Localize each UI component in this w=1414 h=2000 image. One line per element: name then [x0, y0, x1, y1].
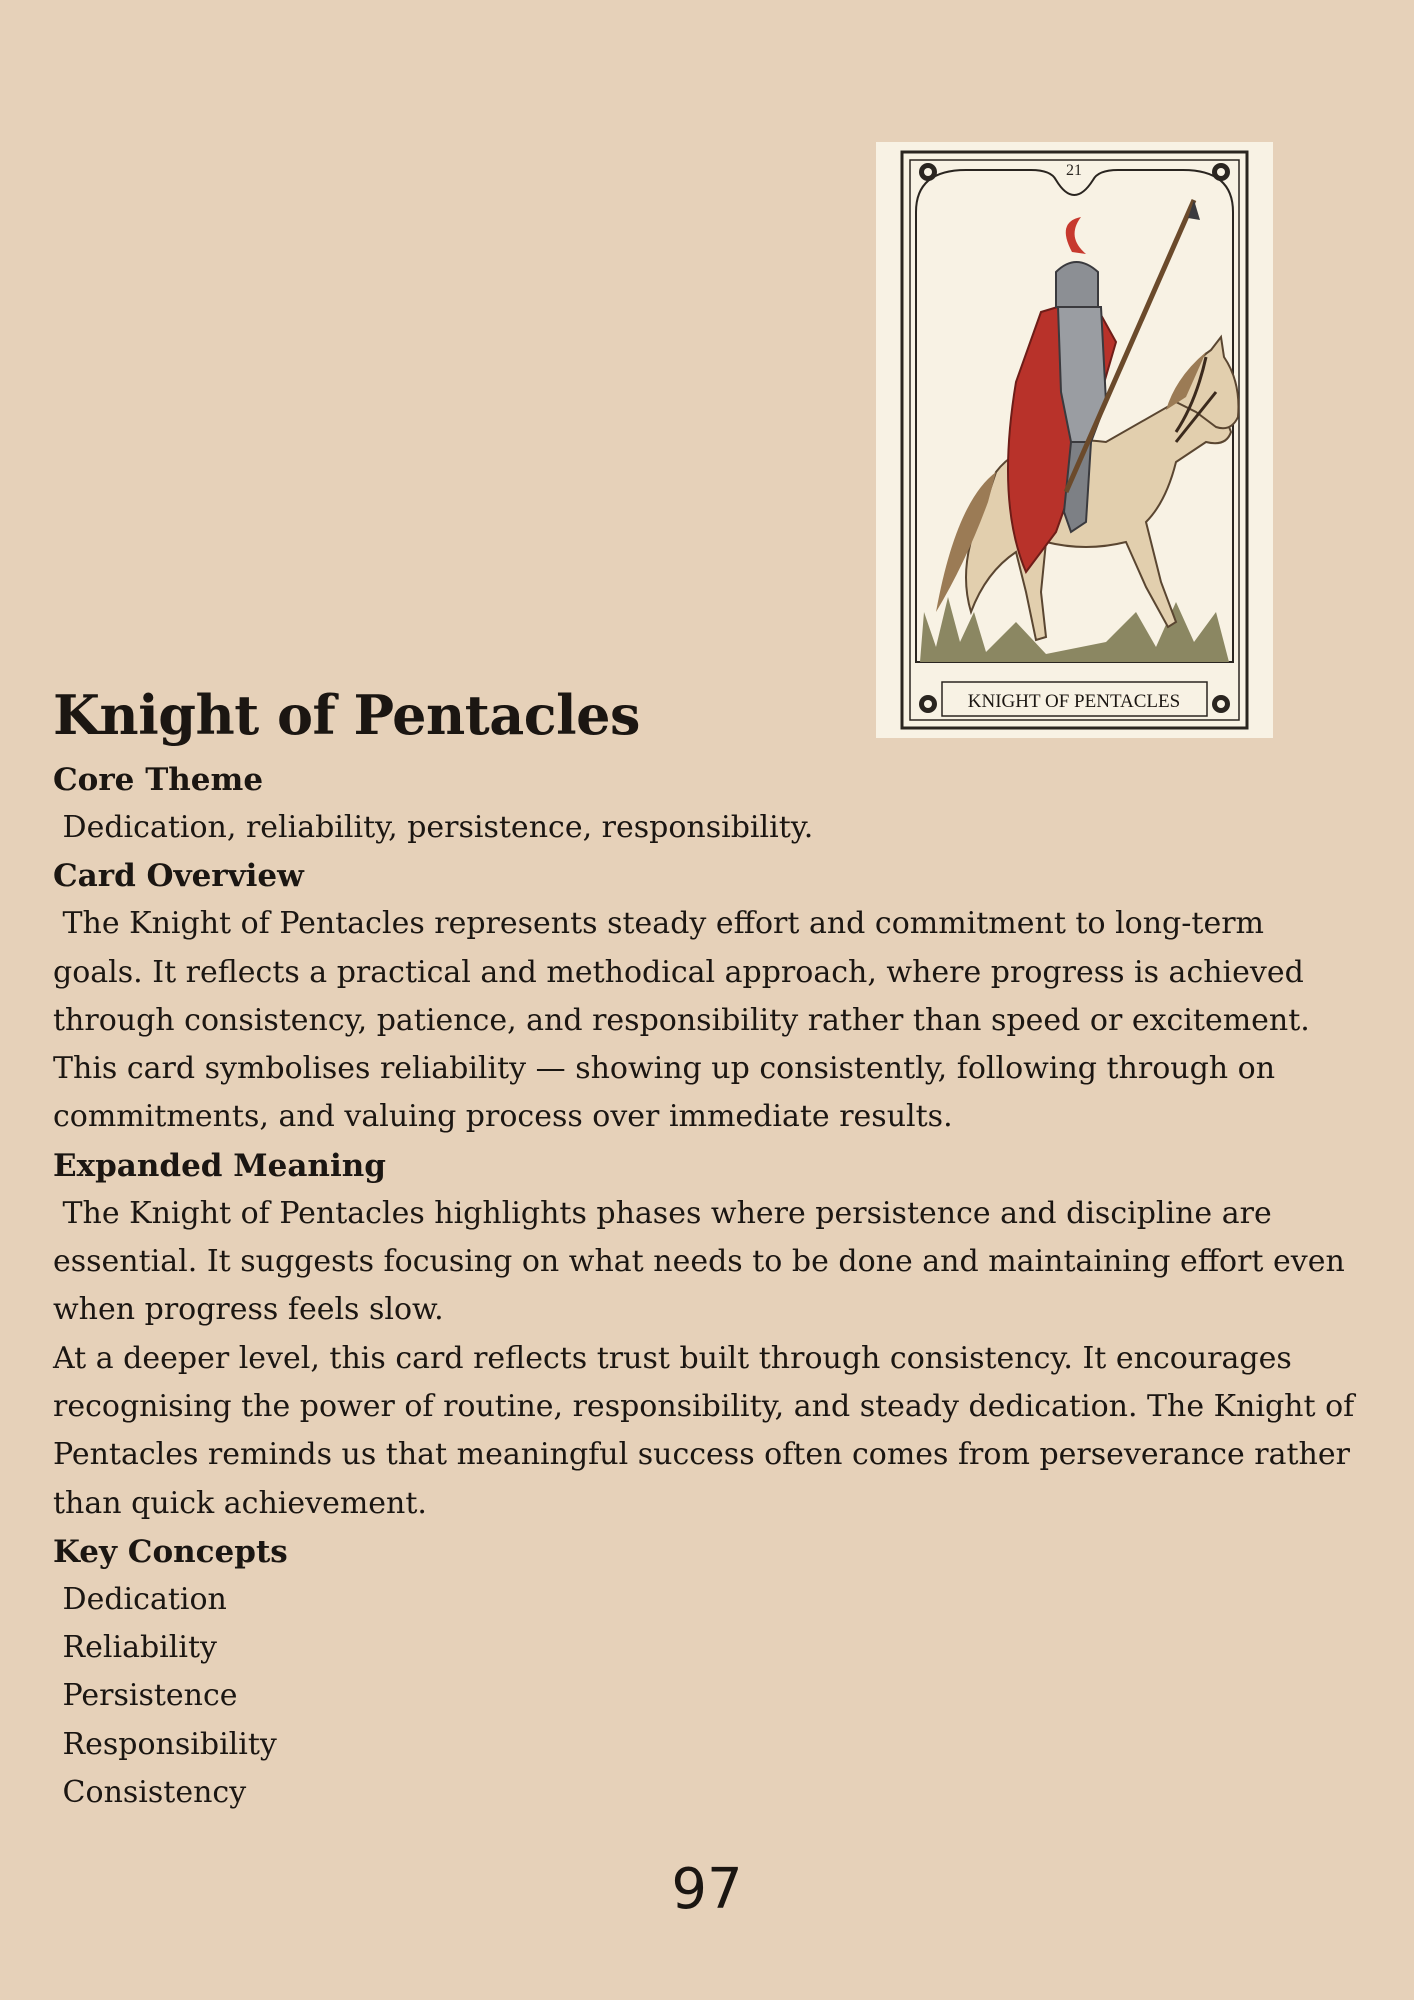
- tarot-card: [876, 142, 1273, 738]
- core-theme-text: Dedication, reliability, persistence, responsibility.: [53, 810, 814, 845]
- page-title: Knight of Pentacles: [53, 683, 640, 747]
- list-item: Responsibility: [53, 1726, 277, 1762]
- list-item: Reliability: [53, 1630, 217, 1666]
- expanded-meaning-text-1: The Knight of Pentacles highlights phases where persistence and discipline are essential. It suggests focusing on what needs to be done and maintaining effort even when progress feels slow.: [53, 1195, 1355, 1328]
- knight-on-horse-illustration: [876, 142, 1273, 738]
- list-item: Consistency: [53, 1775, 247, 1811]
- card-number: 21: [1066, 162, 1082, 179]
- page-number: 97: [671, 1857, 743, 1922]
- card-caption: KNIGHT OF PENTACLES: [967, 691, 1181, 712]
- card-overview-text: The Knight of Pentacles represents steady effort and commitment to long-term goals. It reflects a practical and methodical approach, where progress is achieved through consistency, patience, and responsibility rather than speed or excitement. This card symbolises reliability — showing up consistently, following through on commitments, and valuing process over immediate results.: [53, 906, 1320, 1135]
- key-concepts-list: [53, 1576, 1363, 1817]
- expanded-meaning-heading: Expanded Meaning: [53, 1147, 386, 1184]
- core-theme-heading: Core Theme: [53, 762, 264, 798]
- list-item: Dedication: [53, 1581, 227, 1617]
- card-overview-heading: Card Overview: [53, 858, 304, 895]
- page-content: [53, 680, 1363, 1817]
- expanded-meaning-text-2: At a deeper level, this card reflects trust built through consistency. It encourages recognising the power of routine, responsibility, and steady dedication. The Knight of Pentacles reminds us that meaningful success often comes from perseverance rather than quick achievement.: [53, 1340, 1364, 1521]
- key-concepts-heading: Key Concepts: [53, 1533, 288, 1570]
- list-item: Persistence: [53, 1678, 238, 1714]
